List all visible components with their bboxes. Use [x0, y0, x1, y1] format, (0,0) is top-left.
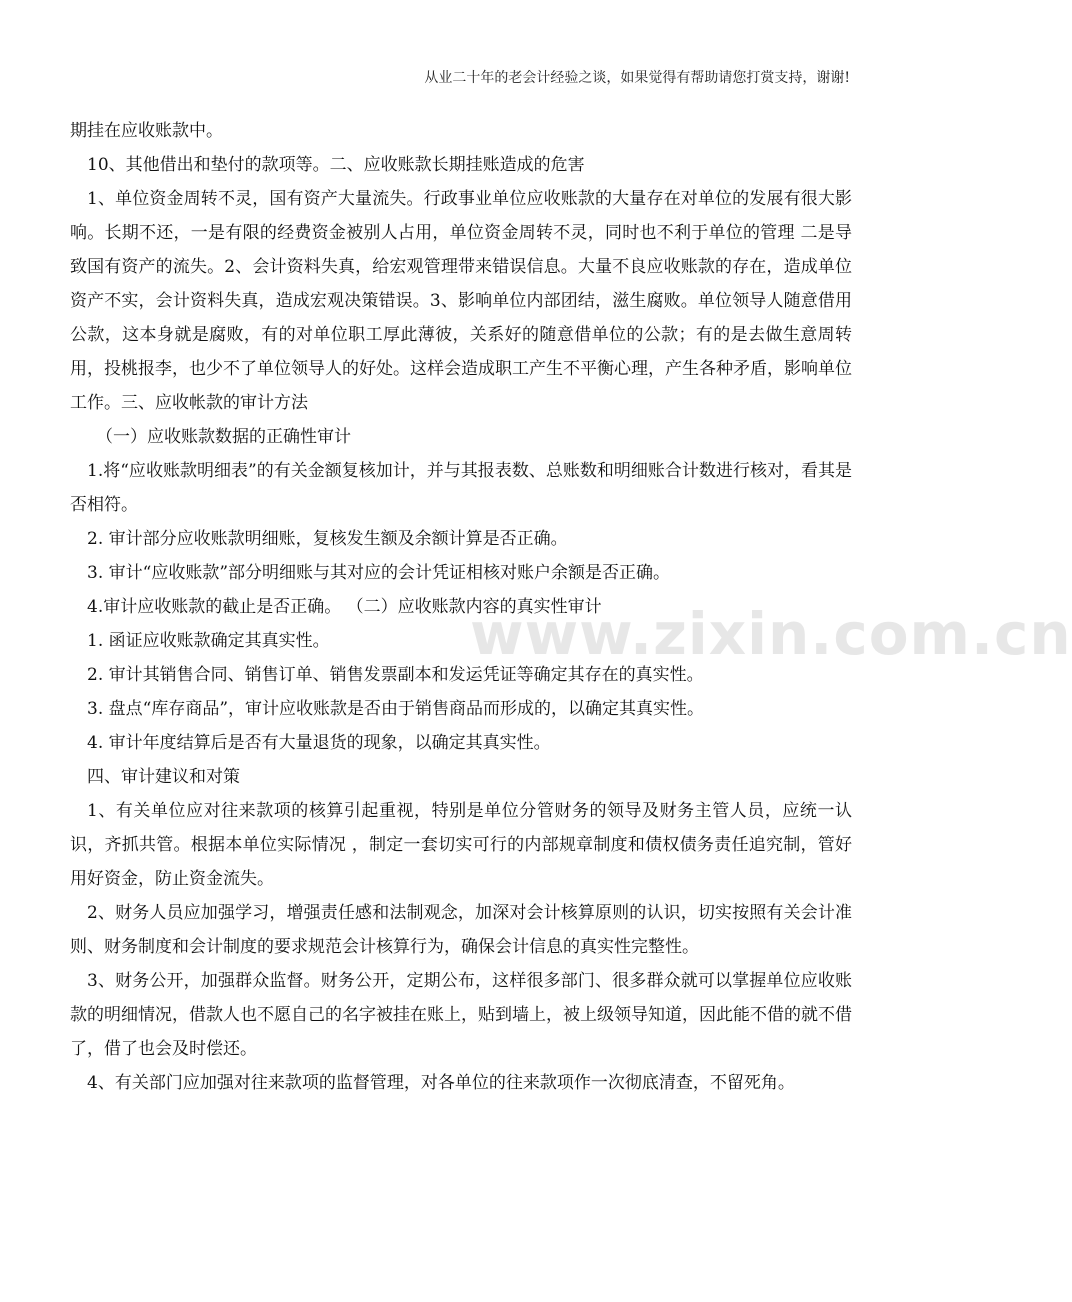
paragraph-accuracy-1: 1.将“应收账款明细表”的有关金额复核加计，并与其报表数、总账数和明细账合计数进行核对，看其是否相符。 — [70, 461, 852, 515]
paragraph-recommendation-1: 1、有关单位应对往来款项的核算引起重视，特别是单位分管财务的领导及财务主管人员，应统一认识，齐抓共管。根据本单位实际情况 ，制定一套切实可行的内部规章制度和债权债务责任追究制，管好用好资金，防止资金流失。 — [70, 801, 852, 889]
paragraph-recommendation-3: 3、财务公开，加强群众监督。财务公开，定期公布，这样很多部门、很多群众就可以掌握单位应收账款的明细情况，借款人也不愿自己的名字被挂在账上，贴到墙上，被上级领导知道，因此能不借的就不借了，借了也会及时偿还。 — [70, 971, 852, 1059]
paragraph-authenticity-1: 1. 函证应收账款确定其真实性。 — [87, 631, 330, 651]
header-note: 从业二十年的老会计经验之谈，如果觉得有帮助请您打赏支持，谢谢! — [424, 70, 850, 86]
paragraph-accuracy-4: 4.审计应收账款的截止是否正确。 （二）应收账款内容的真实性审计 — [87, 597, 602, 617]
document-body — [70, 114, 852, 1100]
watermark: www.zixin.com.cn — [470, 600, 1072, 668]
paragraph-harms: 1、单位资金周转不灵，国有资产大量流失。行政事业单位应收账款的大量存在对单位的发展有很大影响。长期不还，一是有限的经费资金被别人占用，单位资金周转不灵，同时也不利于单位的管理 二是导致国有资产的流失。2、会计资料失真，给宏观管理带来错误信息。大量不良应收账款的存在，造成单位资产不实，会计资料失真，造成宏观决策错误。3、影响单位内部团结，滋生腐败。单位领导人随意借用公款，这本身就是腐败，有的对单位职工厚此薄彼，关系好的随意借单位的公款；有的是去做生意周转用，投桃报李，也少不了单位领导人的好处。这样会造成职工产生不平衡心理，产生各种矛盾，影响单位工作。三、应收帐款的审计方法 — [70, 189, 852, 413]
section-heading-accuracy-audit: （一）应收账款数据的正确性审计 — [96, 427, 351, 447]
paragraph-item-10: 10、其他借出和垫付的款项等。二、应收账款长期挂账造成的危害 — [87, 155, 585, 175]
paragraph-authenticity-2: 2. 审计其销售合同、销售订单、销售发票副本和发运凭证等确定其存在的真实性。 — [87, 665, 704, 685]
paragraph-authenticity-4: 4. 审计年度结算后是否有大量退货的现象，以确定其真实性。 — [87, 733, 551, 753]
paragraph-authenticity-3: 3. 盘点“库存商品”，审计应收账款是否由于销售商品而形成的，以确定其真实性。 — [87, 699, 705, 719]
paragraph-continuation: 期挂在应收账款中。 — [70, 121, 223, 141]
paragraph-accuracy-3: 3. 审计“应收账款”部分明细账与其对应的会计凭证相核对账户余额是否正确。 — [87, 563, 671, 583]
paragraph-recommendation-4: 4、有关部门应加强对往来款项的监督管理，对各单位的往来款项作一次彻底清查，不留死角。 — [87, 1073, 795, 1093]
paragraph-recommendation-2: 2、财务人员应加强学习，增强责任感和法制观念，加深对会计核算原则的认识，切实按照有关会计准则、财务制度和会计制度的要求规范会计核算行为，确保会计信息的真实性完整性。 — [70, 903, 852, 957]
section-heading-recommendations: 四、审计建议和对策 — [87, 767, 240, 787]
paragraph-accuracy-2: 2. 审计部分应收账款明细账，复核发生额及余额计算是否正确。 — [87, 529, 568, 549]
